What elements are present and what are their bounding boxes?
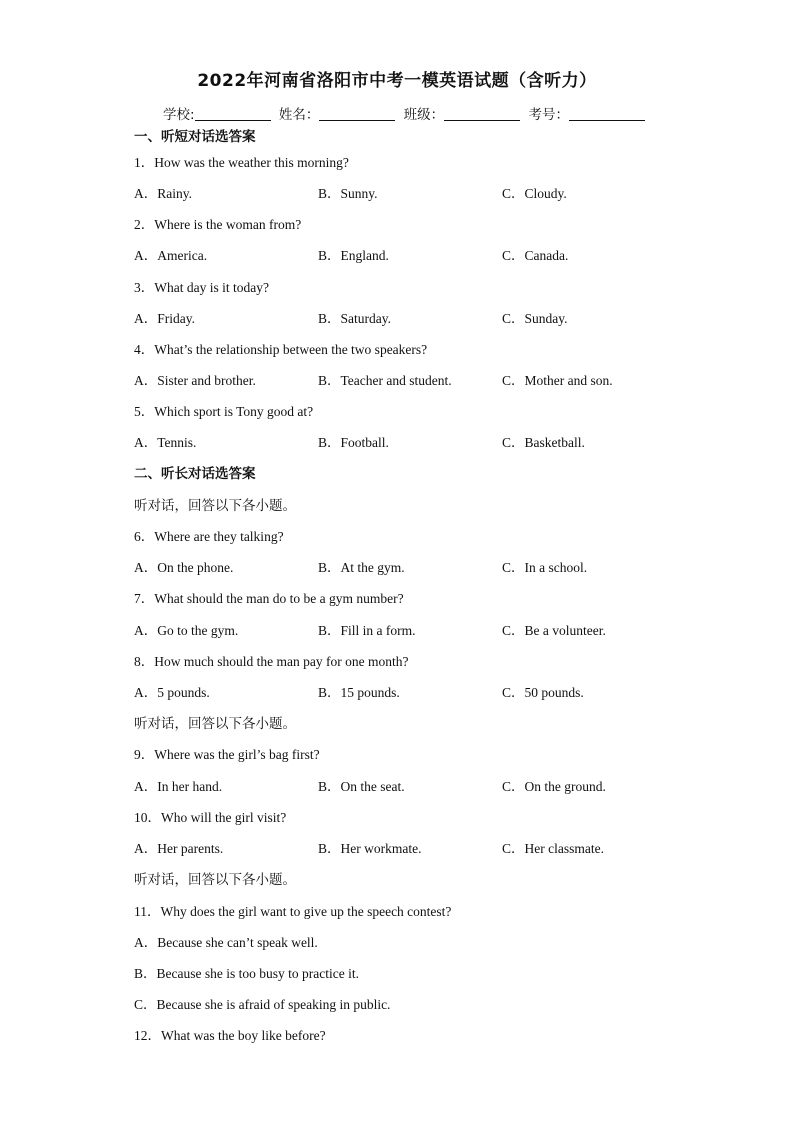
option-b: B．Saturday.: [318, 311, 391, 326]
instruction: 听对话，回答以下各小题。: [134, 872, 296, 888]
section-heading: 一、听短对话选答案: [134, 129, 256, 145]
option-b: B．England.: [318, 248, 389, 263]
section-heading: 二、听长对话选答案: [134, 466, 256, 482]
option-a: A．Sister and brother.: [134, 373, 256, 388]
option-a: A．5 pounds.: [134, 685, 210, 700]
option-a: A．Her parents.: [134, 841, 224, 856]
option-b: B．On the seat.: [318, 779, 405, 794]
option-a: A．America.: [134, 248, 208, 263]
option-c: C．Sunday.: [502, 311, 568, 326]
question: 1．How was the weather this morning?: [134, 155, 349, 170]
option-a: A．In her hand.: [134, 779, 223, 794]
option-a: A．Rainy.: [134, 186, 192, 201]
question: 8．How much should the man pay for one month?: [134, 654, 409, 669]
option-c: C．On the ground.: [502, 779, 606, 794]
option-b: B．Sunny.: [318, 186, 378, 201]
student-info: [163, 103, 649, 123]
number-label: 考号：: [528, 107, 569, 123]
option-c: C．50 pounds.: [502, 685, 584, 700]
option-b: B．Football.: [318, 435, 389, 450]
question: 4．What’s the relationship between the two speakers?: [134, 342, 428, 357]
question: 3．What day is it today?: [134, 280, 269, 295]
option-b: B．15 pounds.: [318, 685, 400, 700]
class-blank: [444, 106, 520, 121]
name-label: 姓名：: [278, 107, 320, 123]
option-b: B．Fill in a form.: [318, 623, 416, 638]
option-c: C．Because she is afraid of speaking in public.: [134, 997, 391, 1012]
page-title: 2022年河南省洛阳市中考一模英语试题（含听力）: [197, 71, 597, 91]
question: 6．Where are they talking?: [134, 529, 284, 544]
question: 10．Who will the girl visit?: [134, 810, 287, 825]
instruction: 听对话，回答以下各小题。: [134, 716, 296, 732]
option-a: A．Because she can’t speak well.: [134, 935, 318, 950]
number-blank: [569, 106, 645, 121]
school-label: 学校:: [163, 107, 195, 123]
question: 5．Which sport is Tony good at?: [134, 404, 314, 419]
option-c: C．Cloudy.: [502, 186, 567, 201]
option-b: B．Her workmate.: [318, 841, 422, 856]
option-b: B．Teacher and student.: [318, 373, 452, 388]
question: 11．Why does the girl want to give up the speech contest?: [134, 904, 452, 919]
option-c: C．Mother and son.: [502, 373, 613, 388]
option-c: C．In a school.: [502, 560, 588, 575]
question: 7．What should the man do to be a gym number?: [134, 591, 404, 606]
question: 12．What was the boy like before?: [134, 1028, 326, 1043]
instruction: 听对话，回答以下各小题。: [134, 498, 296, 514]
option-c: C．Be a volunteer.: [502, 623, 606, 638]
name-blank: [319, 106, 395, 121]
option-a: A．Friday.: [134, 311, 195, 326]
option-c: C．Canada.: [502, 248, 569, 263]
option-a: A．On the phone.: [134, 560, 234, 575]
option-b: B．Because she is too busy to practice it.: [134, 966, 359, 981]
option-c: C．Basketball.: [502, 435, 585, 450]
option-a: A．Tennis.: [134, 435, 197, 450]
school-blank: [195, 106, 271, 121]
question: 9．Where was the girl’s bag first?: [134, 747, 320, 762]
question: 2．Where is the woman from?: [134, 217, 302, 232]
option-b: B．At the gym.: [318, 560, 405, 575]
option-c: C．Her classmate.: [502, 841, 604, 856]
class-label: 班级：: [403, 107, 445, 123]
option-a: A．Go to the gym.: [134, 623, 239, 638]
